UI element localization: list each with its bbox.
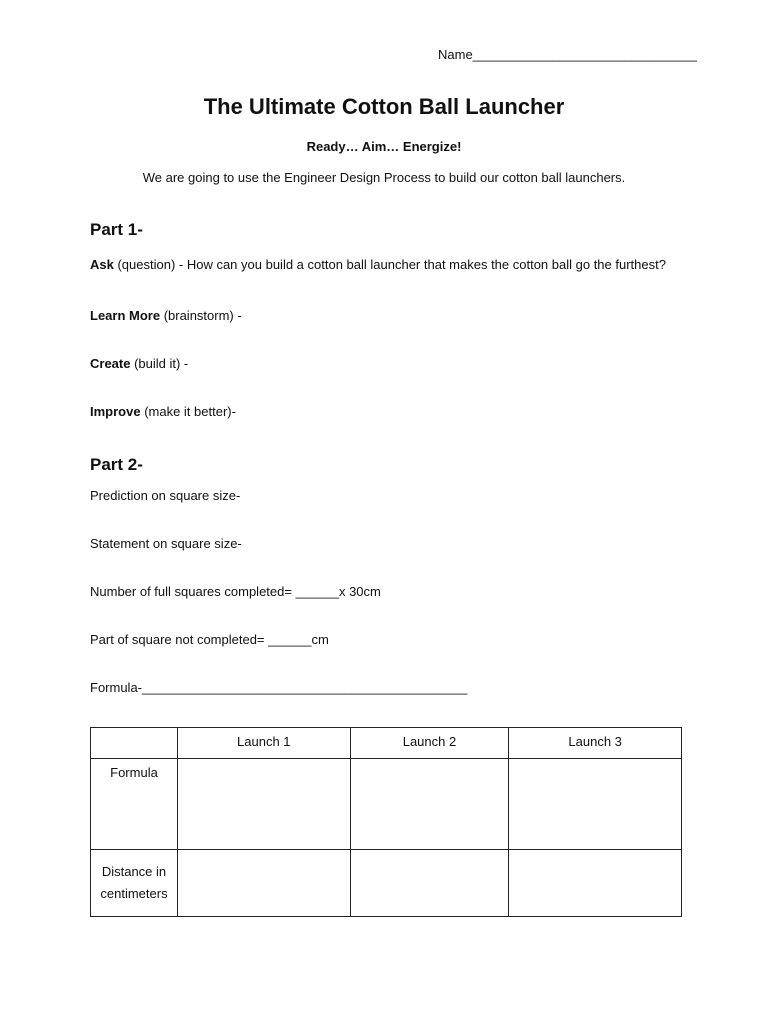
table-header-cell: Launch 3 — [509, 728, 682, 759]
table-row — [91, 850, 682, 917]
full-squares-line: Number of full squares completed= ______x 30cm — [90, 584, 381, 599]
table-row — [91, 759, 682, 850]
launch-results-table — [90, 727, 682, 917]
table-cell[interactable] — [509, 759, 682, 850]
table-cell[interactable] — [350, 759, 509, 850]
table-cell[interactable] — [350, 850, 509, 917]
table-cell[interactable] — [509, 850, 682, 917]
page-title: The Ultimate Cotton Ball Launcher — [203, 94, 565, 119]
part-square-line: Part of square not completed= ______cm — [90, 632, 329, 647]
table-header-row — [91, 728, 682, 759]
improve-step — [90, 404, 236, 419]
row-label: Formula — [91, 759, 178, 850]
learn-more-step — [90, 308, 242, 323]
intro-text: We are going to use the Engineer Design Process to build our cotton ball launchers. — [142, 170, 626, 185]
ask-term: Ask — [90, 257, 114, 272]
table-header-cell: Launch 1 — [177, 728, 350, 759]
create-term: Create — [90, 356, 131, 371]
prediction-line: Prediction on square size- — [90, 488, 241, 503]
name-field[interactable]: Name_______________________________ — [438, 47, 697, 62]
learn-more-text: (brainstorm) - — [160, 308, 242, 323]
row-label: Distance in centimeters — [91, 850, 178, 917]
learn-more-term: Learn More — [90, 308, 161, 323]
ask-text: (question) - How can you build a cotton ball launcher that makes the cotton ball go the furthest? — [113, 257, 666, 272]
improve-text: (make it better)- — [140, 404, 236, 419]
improve-term: Improve — [90, 404, 141, 419]
table-header-cell: Launch 2 — [350, 728, 509, 759]
table-cell[interactable] — [177, 850, 350, 917]
part1-heading: Part 1- — [90, 220, 143, 239]
ask-step — [90, 254, 670, 275]
create-step — [90, 356, 188, 371]
formula-line: Formula-_____________________________________________ — [90, 680, 468, 695]
subtitle: Ready… Aim… Energize! — [306, 139, 462, 154]
table-header-cell — [91, 728, 178, 759]
part2-heading: Part 2- — [90, 455, 143, 474]
create-text: (build it) - — [130, 356, 189, 371]
table-cell[interactable] — [177, 759, 350, 850]
statement-line: Statement on square size- — [90, 536, 242, 551]
